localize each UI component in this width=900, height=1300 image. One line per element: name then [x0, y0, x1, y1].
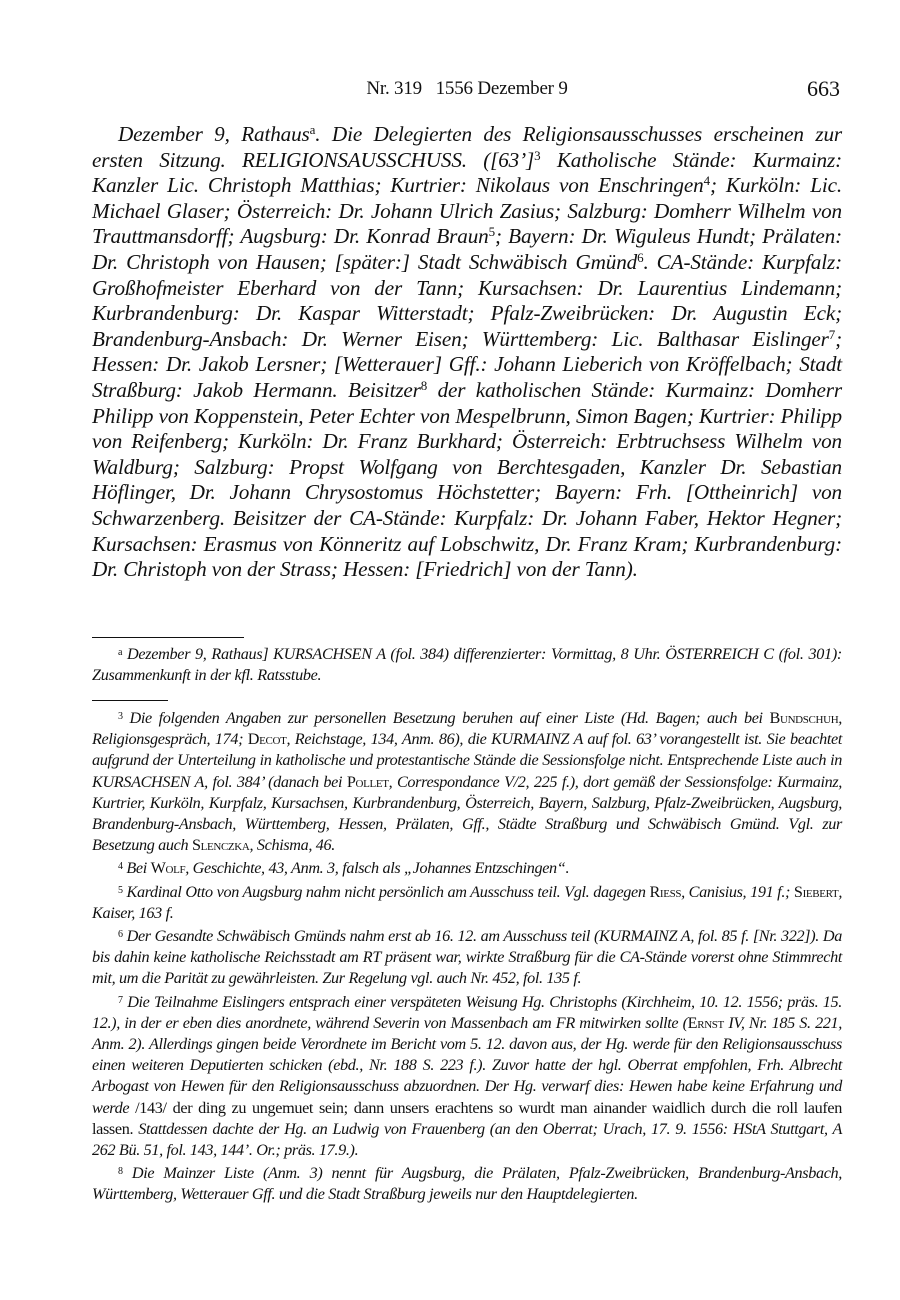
note-text: , Geschichte, 43, Anm. 3, falsch als „Johannes Entzschingen“. [185, 859, 570, 878]
note-text: , Correspondance V/2, 225 f.), dort gemäß der Sessionsfolge: Kurmainz, Kurtrier, Kurköln, Kurpfalz, Kursachsen, Kurbrandenburg, Österreich, Bayern, Salzburg, Pfalz-Zweibrücken, Augsburg, Brandenburg-Ansbach, Württemberg, Hessen, Prälaten, Gff., Städte Straßburg und Schwäbisch Gmünd. Vgl. zur Besetzung auch [92, 772, 842, 855]
footnote-marker[interactable]: 5 [488, 224, 495, 240]
footnote-6 [92, 924, 842, 990]
author-name: Bundschuh [769, 709, 839, 727]
footnote-5 [92, 880, 842, 924]
text-segment: ; Hessen: Dr. Jakob Lersner; [Wetterauer] Gff.: Johann Lieberich von Kröffelbach; Stadt Straßburg: Jakob Hermann. Beisitzer [92, 326, 842, 402]
text-segment: Dezember 9, Rathaus [118, 122, 310, 146]
note-text: IV, Nr. 185 S. 221, Anm. 2). Allerdings gingen beide Verordnete im Bericht vom 5. 12. davon aus, der Hg. werde für den Religionsausschuss einen weiteren Deputierten schicken (ebd., Nr. 188 S. 223 f.). Zuvor hatte der hgl. Oberrat empfohlen, Frh. Albrecht Arbogast von Hewen für den Religionsausschuss abzuordnen. Der Hg. verwarf dies: Hewen habe keine Erfahrung und werde [92, 1013, 842, 1117]
footnote-marker[interactable]: 6 [637, 249, 644, 265]
note-text: Dezember 9, Rathaus] KURSACHSEN A (fol. 384) differenzierter: Vormittag, 8 Uhr. ÖSTERREICH C (fol. 301): Zusammenkunft in der kfl. Ratsstube. [92, 645, 843, 684]
author-name: Pollet [346, 772, 389, 791]
note-mark: 5 [118, 884, 123, 896]
note-text: Der Gesandte Schwäbisch Gmünds nahm erst ab 16. 12. am Ausschuss teil (KURMAINZ A, fol. 85 f. [Nr. 322]). Da bis dahin keine katholische Reichsstadt am RT präsent war, wirkte Straßburg für die CA-Stände vorerst ohne Stimmrecht mit, um die Parität zu gewährleisten. Zur Regelung vgl. auch Nr. 452, fol. 135 f. [92, 927, 842, 988]
note-mark: 4 [118, 861, 123, 873]
footnote-7 [92, 990, 842, 1162]
footnote-marker[interactable]: 3 [534, 147, 541, 163]
note-text: Bei [122, 859, 151, 878]
note-text: Die Teilnahme Eislingers entsprach einer verspäteten Weisung Hg. Christophs (Kirchheim, 10. 12. 1556; präs. 15. 12.), in der er eben dies anordnete, während Severin von Massenbach am FR mitwirken sollte ( [92, 992, 842, 1032]
footnotes [92, 706, 842, 1206]
author-name: Decot [247, 730, 287, 749]
note-mark: a [118, 647, 123, 658]
footnote-4 [92, 856, 842, 879]
note-text: , Kaiser, 163 f. [92, 882, 843, 922]
note-mark: 7 [118, 994, 123, 1006]
footnote-marker[interactable]: 4 [703, 173, 710, 189]
note-mark: 8 [118, 1166, 123, 1178]
footnote-8 [92, 1161, 842, 1205]
running-head-title: Nr. 319 1556 Dezember 9 [366, 78, 568, 99]
note-text: Die folgenden Angaben zur personellen Besetzung beruhen auf einer Liste (Hd. Bagen; auch bei [122, 709, 770, 727]
author-name: Ernst [687, 1013, 724, 1032]
running-head [92, 78, 842, 108]
note-text: , Reichstage, 134, Anm. 86), die KURMAINZ A auf fol. 63’ vorangestellt ist. Sie beachtet aufgrund der Unterteilung in katholische und protestantische Stände die Sessionsfolge nicht. Entsprechende Liste auch in KURSACHSEN A, fol. 384’ (danach bei [92, 730, 842, 791]
text-segment: ; Kurköln: Lic. Michael Glaser; Österreich: Dr. Johann Ulrich Zasius; Salzburg: Domherr Wilhelm von Trauttmansdorff; Augsburg: Dr. Konrad Braun [92, 173, 842, 249]
note-text: , Religionsgespräch, 174; [92, 709, 842, 749]
text-segment: Katholische Stände: Kurmainz: Kanzler Lic. Christoph Matthias; Kurtrier: Nikolaus von Enschringen [92, 147, 843, 198]
footnote-marker[interactable]: 7 [828, 326, 836, 342]
page-number: 663 [807, 76, 840, 101]
footnote-3 [92, 706, 842, 856]
note-mark: 6 [118, 929, 123, 941]
author-name: Slenczka [191, 836, 250, 855]
footnote-marker[interactable]: 8 [420, 377, 428, 393]
text-segment: . CA-Stände: Kurpfalz: Großhofmeister Eberhard von der Tann; Kursachsen: Dr. Laurentius Lindemann; Kurbrandenburg: Dr. Kaspar Witterstadt; Pfalz-Zweibrücken: Dr. Augustin Eck; Brandenburg-Ansbach: Dr. Werner Eisen; Württemberg: Lic. Balthasar Eislinger [92, 249, 842, 351]
note-text: Die Mainzer Liste (Anm. 3) nennt für Augsburg, die Prälaten, Pfalz-Zweibrücken, Brandenburg-Ansbach, Württemberg, Wetterauer Gff. und die Stadt Straßburg jeweils nur den Hauptdelegierten. [92, 1164, 842, 1204]
note-text: , Schisma, 46. [249, 836, 335, 855]
source-quotation: /143/ der ding zu ungemuet sein; dann unsers erachtens so wurdt man ainander waidlich durch die roll laufen lassen. [92, 1098, 843, 1138]
footnotes-divider [92, 700, 168, 701]
text-segment: ; Bayern: Dr. Wiguleus Hundt; Prälaten: Dr. Christoph von Hausen; [später:] Stadt Schwäbisch Gmünd [92, 224, 842, 274]
textual-note-marker[interactable]: a [309, 122, 316, 137]
textual-note-a [92, 642, 842, 686]
author-name: Wolf [150, 859, 186, 878]
main-text [92, 122, 842, 583]
note-mark: 3 [118, 711, 123, 722]
author-name: Riess [649, 882, 682, 901]
note-text: Kardinal Otto von Augsburg nahm nicht persönlich am Ausschuss teil. Vgl. dagegen [122, 882, 650, 901]
note-text: , Canisius, 191 f.; [681, 882, 794, 901]
author-name: Siebert [793, 882, 839, 901]
text-segment: der katholischen Stände: Kurmainz: Domherr Philipp von Koppenstein, Peter Echter von Mespelbrunn, Simon Bagen; Kurtrier: Philipp von Reifenberg; Kurköln: Dr. Franz Burkhard; Österreich: Erbtruchsess Wilhelm von Waldburg; Salzburg: Propst Wolfgang von Berchtesgaden, Kanzler Dr. Sebastian Höflinger, Dr. Johann Chrysostomus Höchstetter; Bayern: Frh. [Ottheinrich] von Schwarzenberg. Beisitzer der CA-Stände: Kurpfalz: Dr. Johann Faber, Hektor Hegner; Kursachsen: Erasmus von Könneritz auf Lobschwitz, Dr. Franz Kram; Kurbrandenburg: Dr. Christoph von der Strass; Hessen: [Friedrich] von der Tann). [92, 377, 842, 582]
textual-notes-divider [92, 637, 244, 638]
text-segment: . Die Delegierten des Religionsausschusses erscheinen zur ersten Sitzung. RELIGIONSAUSSCHUSS. ([63’] [92, 122, 842, 172]
note-text: Stattdessen dachte der Hg. an Ludwig von Frauenberg (an den Oberrat; Urach, 17. 9. 1556: HStA Stuttgart, A 262 Bü. 51, fol. 143, 144’. Or.; präs. 17.9.). [92, 1119, 842, 1160]
